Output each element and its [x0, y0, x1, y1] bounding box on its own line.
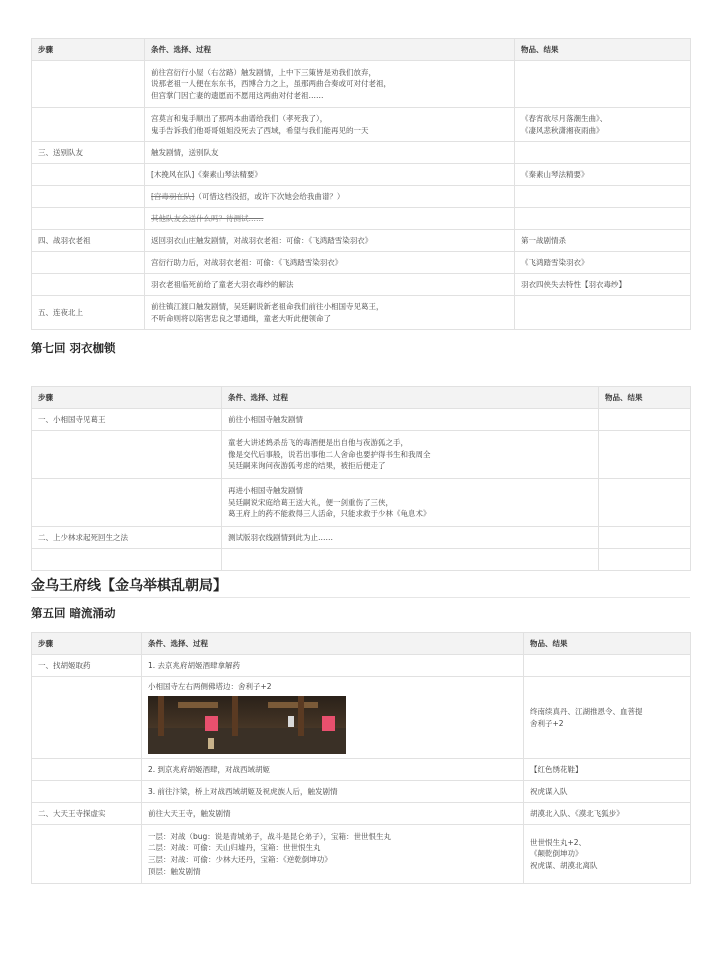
heading-divider [31, 597, 690, 598]
process-line: 二层：对战：可偷：天山归墟丹，宝箱：世世恨生丸 [148, 843, 321, 853]
process-line: 一层：对战（bug：说是青城弟子，战斗是昆仑弟子），宝箱：世世恨生丸 [148, 831, 392, 841]
result-cell: 胡漠北入队、《漠北飞狐步》 [524, 803, 691, 825]
image-shelf [268, 702, 318, 708]
result-line: 舍利子+2 [530, 718, 564, 728]
image-pillar [232, 696, 238, 736]
step-cell: 二、大天王寺探虚实 [32, 803, 142, 825]
result-cell: 祝虎谋入队 [524, 781, 691, 803]
step-cell [32, 825, 142, 884]
step-cell [32, 108, 145, 142]
process-line: 宫莫言和鬼手顺出了那两本曲谱给我们（孝死我了）， [151, 113, 328, 123]
table-steps-2 [31, 386, 691, 571]
process-line: 再进小相国寺触发剧情 [228, 486, 303, 496]
result-cell [599, 409, 691, 431]
result-cell: 第一战剧情杀 [515, 230, 691, 252]
table-row [32, 781, 691, 803]
result-cell: 《秦素山琴法精要》 [515, 164, 691, 186]
result-cell [515, 296, 691, 330]
process-line: 吴廷嗣说宋庭给葛王送大礼，便一剑重伤了三侠， [228, 497, 393, 507]
image-wall [148, 696, 346, 728]
image-character [208, 738, 214, 749]
process-line: 吴廷嗣来询问夜游狐考虑的结果，被拒后便走了 [228, 461, 386, 471]
image-character [288, 716, 294, 727]
result-cell: 【红色绣花鞋】 [524, 759, 691, 781]
result-cell [599, 527, 691, 549]
process-line: 不听命则将以陷害忠良之罪通缉，童老大听此便领命了 [151, 313, 331, 323]
result-line: 祝虎谋、胡漠北离队 [530, 860, 598, 870]
result-cell [515, 61, 691, 108]
result-cell [515, 108, 691, 142]
table-row [32, 825, 691, 884]
process-cell [145, 296, 515, 330]
image-marker [322, 716, 335, 731]
table-row [32, 549, 691, 571]
result-cell [515, 142, 691, 164]
table-row [32, 142, 691, 164]
table-row [32, 479, 691, 527]
table-row [32, 803, 691, 825]
header-process: 条件、选择、过程 [142, 633, 524, 655]
game-screenshot-image [148, 696, 346, 754]
step-cell [32, 208, 145, 230]
step-cell [32, 186, 145, 208]
route-heading: 金乌王府线【金乌举棋乱朝局】 [31, 578, 227, 594]
table-row [32, 527, 691, 549]
process-cell: 返回羽衣山庄触发剧情，对战羽衣老祖：可偷：《飞鸿踏雪染羽衣》 [145, 230, 515, 252]
process-line: 前往宫衍行小屋（右岔路）触发剧情，上中下三策皆是劝我们放弃， [151, 67, 376, 77]
process-cell [145, 108, 515, 142]
table-row [32, 186, 691, 208]
process-line: 三层：对战：可偷：少林大还丹，宝箱：《逆乾倒坤功》 [148, 855, 332, 864]
header-process: 条件、选择、过程 [222, 387, 599, 409]
result-cell: 《飞鸿踏雪染羽衣》 [515, 252, 691, 274]
step-cell [32, 677, 142, 759]
table-row [32, 655, 691, 677]
table-row [32, 61, 691, 108]
table-row [32, 252, 691, 274]
result-cell: 羽衣四侠失去特性【羽衣毒纱】 [515, 274, 691, 296]
header-result: 物品、结果 [524, 633, 691, 655]
process-cell: 3. 前往汴梁，桥上对战西域胡姬及祝虎族人后，触发剧情 [142, 781, 524, 803]
table-row [32, 296, 691, 330]
process-cell: [木挽风在队]《秦素山琴法精要》 [145, 164, 515, 186]
image-floor [148, 728, 346, 754]
result-cell [524, 825, 691, 884]
step-cell: 五、连夜北上 [32, 296, 145, 330]
table-row [32, 164, 691, 186]
process-cell: 2. 到京兆府胡姬酒肆，对战西域胡姬 [142, 759, 524, 781]
step-cell [32, 274, 145, 296]
step-cell [32, 431, 222, 479]
chapter-heading-7: 第七回 羽衣枷锁 [31, 341, 116, 355]
process-line: 小相国寺左右两侧佛塔边：舍利子+2 [148, 682, 272, 692]
table-row [32, 230, 691, 252]
table-header-row [32, 633, 691, 655]
process-cell: 1. 去京兆府胡姬酒肆拿解药 [142, 655, 524, 677]
step-cell [32, 252, 145, 274]
process-cell [222, 479, 599, 527]
process-cell [142, 677, 524, 759]
image-pillar [158, 696, 164, 736]
table-row [32, 274, 691, 296]
image-marker [205, 716, 218, 731]
step-cell: 四、战羽衣老祖 [32, 230, 145, 252]
process-cell [222, 431, 599, 479]
step-cell [32, 549, 222, 571]
step-cell [32, 479, 222, 527]
step-cell: 三、送别队友 [32, 142, 145, 164]
table-row [32, 108, 691, 142]
result-cell [524, 677, 691, 759]
process-cell [142, 825, 524, 884]
process-line: 说那老祖一人便在东东书，西博合力之上，虽那两曲合奏或可对付老祖， [151, 79, 391, 89]
step-cell: 一、小相国寺见葛王 [32, 409, 222, 431]
process-cell: 前往小相国寺触发剧情 [222, 409, 599, 431]
header-result: 物品、结果 [599, 387, 691, 409]
image-pillar [298, 696, 304, 736]
table-row [32, 409, 691, 431]
process-cell: 测试版羽衣线剧情到此为止…… [222, 527, 599, 549]
chapter-heading-5: 第五回 暗流涌动 [31, 606, 116, 620]
result-cell [515, 208, 691, 230]
process-line: 像是交代后事般，说若出事他二人舍命也要护得书生和我周全 [228, 449, 431, 459]
table-row [32, 208, 691, 230]
result-line: 《凄风悲秋潇湘夜雨曲》 [521, 125, 604, 135]
step-cell [32, 759, 142, 781]
process-line: 鬼手告诉我们他哥哥姐姐没死去了西域，希望与我们能再见的一天 [151, 125, 369, 135]
process-line: 葛王府上的药不能救得三人活命，只能求救于少林《龟息术》 [228, 509, 431, 519]
header-process: 条件、选择、过程 [145, 39, 515, 61]
header-step: 步骤 [32, 387, 222, 409]
header-result: 物品、结果 [515, 39, 691, 61]
process-cell [145, 61, 515, 108]
result-cell [524, 655, 691, 677]
table-row [32, 431, 691, 479]
process-cell [222, 549, 599, 571]
table-row [32, 759, 691, 781]
step-cell: 二、上少林求起死回生之法 [32, 527, 222, 549]
step-cell: 一、找胡姬取药 [32, 655, 142, 677]
image-shelf [178, 702, 218, 708]
process-text: [宫毒羽在队]（可惜这档没招，或许下次她会给我曲谱？） [151, 191, 345, 201]
result-line: 《颠乾倒坤功》 [530, 849, 583, 859]
header-step: 步骤 [32, 633, 142, 655]
result-cell [599, 479, 691, 527]
process-line: 童老大讲述鸩杀岳飞的毒酒便是出自他与夜游狐之手， [228, 438, 408, 448]
step-cell [32, 164, 145, 186]
table-row [32, 677, 691, 759]
result-cell [599, 549, 691, 571]
process-line: 前往镇江渡口触发剧情，吴廷嗣说新老祖命我们前往小相国寺见葛王， [151, 301, 384, 311]
result-cell [599, 431, 691, 479]
step-cell [32, 781, 142, 803]
process-cell: 触发剧情，送别队友 [145, 142, 515, 164]
process-cell: 宫衍行助力后，对战羽衣老祖：可偷：《飞鸿踏雪染羽衣》 [145, 252, 515, 274]
step-cell [32, 61, 145, 108]
result-line: 世世恨生丸+2、 [530, 837, 587, 847]
result-line: 终南续真丹、江湖推恩令、血菩提 [530, 706, 643, 716]
process-line: 顶层：触发剧情 [148, 866, 201, 876]
process-cell: 前往大天王寺，触发剧情 [142, 803, 524, 825]
table-steps-1 [31, 38, 691, 330]
process-cell [145, 186, 515, 208]
header-step: 步骤 [32, 39, 145, 61]
result-cell [515, 186, 691, 208]
result-line: 《春宵欲尽月落潮生曲》、 [521, 113, 608, 123]
process-cell-strikethrough: 其他队友会送什么吗？待测试…… [145, 208, 515, 230]
table-header-row [32, 39, 691, 61]
table-steps-3 [31, 632, 691, 884]
table-header-row [32, 387, 691, 409]
process-cell: 羽衣老祖临死前给了童老大羽衣毒纱的解法 [145, 274, 515, 296]
process-line: 但宫掌门因亡妻的遗愿而不愿用这两曲对付老祖…… [151, 90, 324, 100]
